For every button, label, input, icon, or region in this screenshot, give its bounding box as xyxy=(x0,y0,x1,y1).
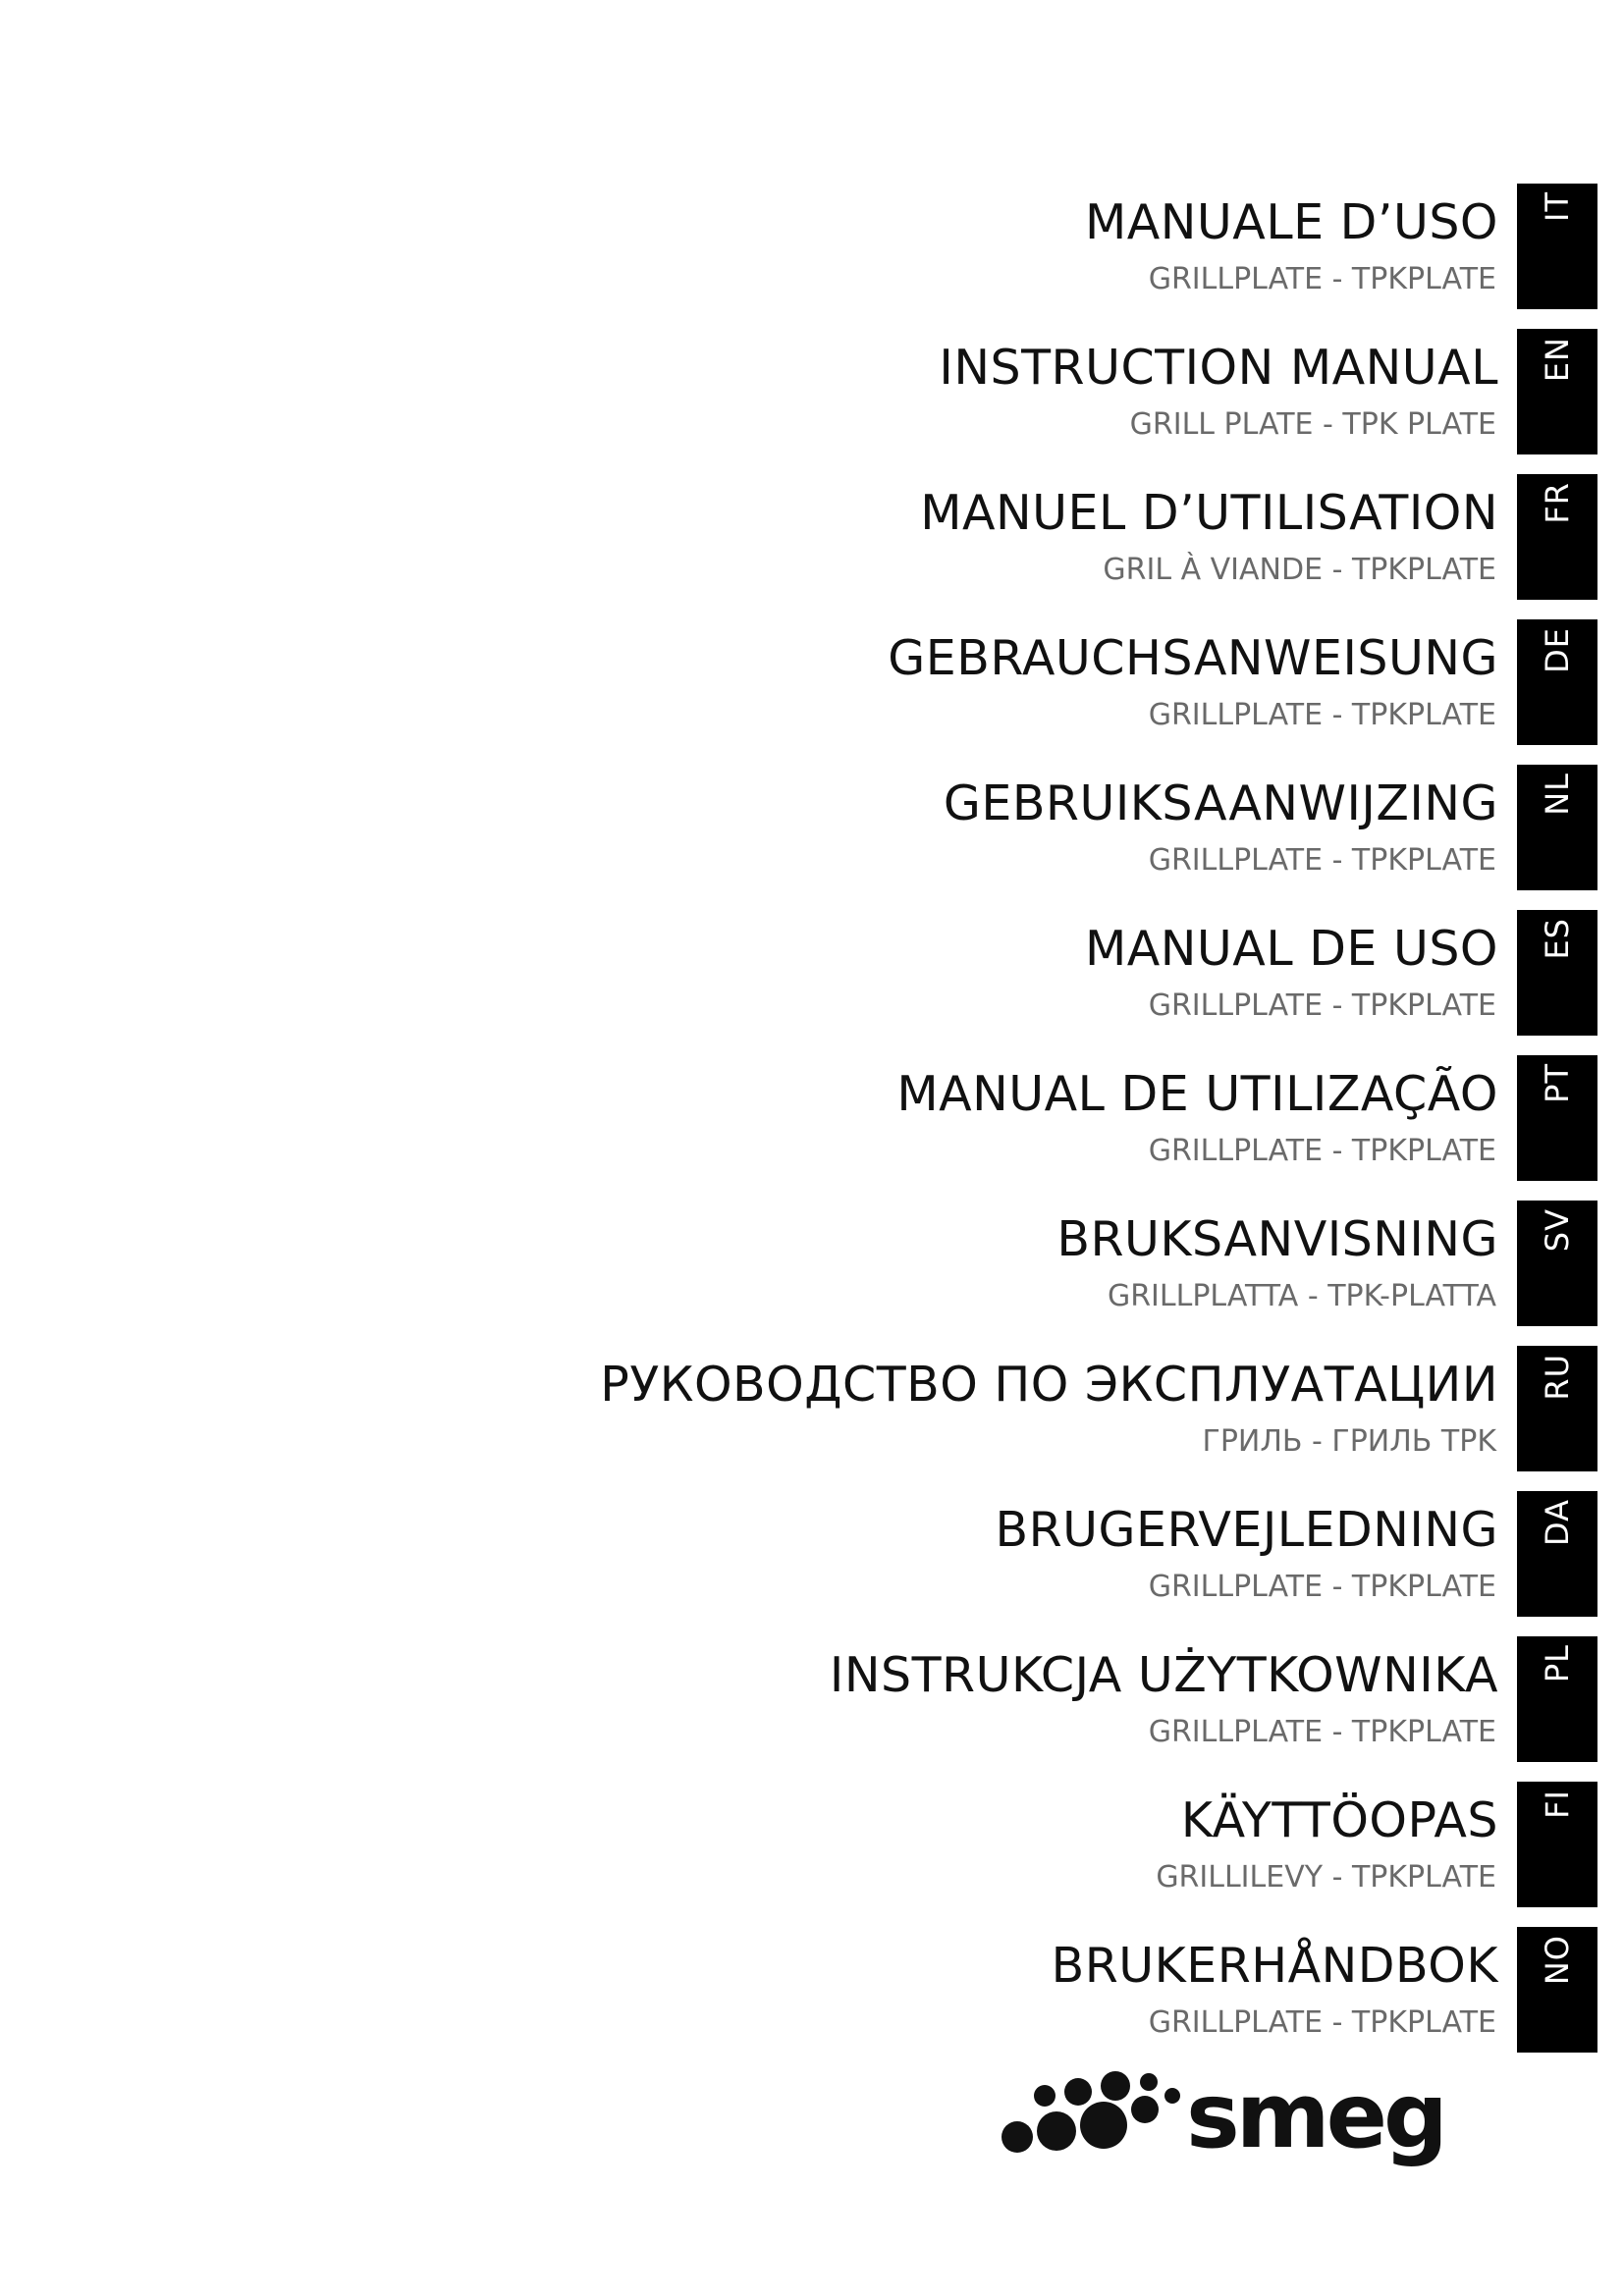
manual-row-da xyxy=(0,1491,1624,1617)
manual-row-nl xyxy=(0,765,1624,890)
language-code: FI xyxy=(1539,1789,1576,1819)
language-tab xyxy=(1517,1636,1597,1762)
manual-subtitle: GRILLPLATE - TPKPLATE xyxy=(1148,843,1496,878)
manual-subtitle: GRILLPLATE - TPKPLATE xyxy=(1148,988,1496,1023)
manual-subtitle: GRILLPLATE - TPKPLATE xyxy=(1148,1570,1496,1604)
manual-subtitle: GRIL À VIANDE - TPKPLATE xyxy=(1103,553,1496,587)
manual-subtitle: GRILLPLATE - TPKPLATE xyxy=(1148,262,1496,296)
manual-subtitle: GRILLPLATE - TPKPLATE xyxy=(1148,2005,1496,2040)
language-code: PT xyxy=(1539,1063,1576,1103)
smeg-logo xyxy=(1000,2066,1510,2174)
language-tab xyxy=(1517,1346,1597,1471)
manual-row-sv xyxy=(0,1201,1624,1326)
language-tab xyxy=(1517,1782,1597,1907)
manual-subtitle: GRILLILEVY - TPKPLATE xyxy=(1156,1860,1496,1895)
language-tab xyxy=(1517,184,1597,309)
language-code: DE xyxy=(1539,627,1576,673)
manual-row-es xyxy=(0,910,1624,1036)
language-code: EN xyxy=(1539,337,1576,383)
manual-title: GEBRUIKSAANWIJZING xyxy=(943,775,1498,831)
language-tab xyxy=(1517,619,1597,745)
brand-name: smeg xyxy=(1186,2066,1444,2168)
manual-row-fr xyxy=(0,474,1624,600)
manual-title: MANUALE D’USO xyxy=(1084,194,1498,250)
manual-subtitle: GRILLPLATE - TPKPLATE xyxy=(1148,1715,1496,1749)
language-tab xyxy=(1517,1491,1597,1617)
manual-row-fi xyxy=(0,1782,1624,1907)
manual-title: KÄYTTÖOPAS xyxy=(1180,1792,1498,1848)
manual-title: BRUKERHÅNDBOK xyxy=(1051,1938,1498,1994)
manual-title: MANUAL DE USO xyxy=(1084,921,1498,977)
manual-row-pl xyxy=(0,1636,1624,1762)
language-code: NL xyxy=(1539,773,1576,816)
language-tab xyxy=(1517,1055,1597,1181)
manual-subtitle: GRILLPLATTA - TPK-PLATTA xyxy=(1107,1279,1496,1313)
language-code: ES xyxy=(1539,918,1576,960)
manual-subtitle: GRILLPLATE - TPKPLATE xyxy=(1148,698,1496,732)
language-tab xyxy=(1517,474,1597,600)
manual-row-en xyxy=(0,329,1624,454)
manual-subtitle: GRILLPLATE - TPKPLATE xyxy=(1148,1134,1496,1168)
manual-subtitle: GRILL PLATE - TPK PLATE xyxy=(1129,407,1496,442)
manual-title: BRUGERVEJLEDNING xyxy=(995,1502,1498,1558)
language-code: SV xyxy=(1539,1208,1576,1253)
language-tab xyxy=(1517,1201,1597,1326)
language-tab xyxy=(1517,329,1597,454)
manual-row-it xyxy=(0,184,1624,309)
manual-title: MANUAL DE UTILIZAÇÃO xyxy=(896,1066,1498,1122)
language-tab xyxy=(1517,765,1597,890)
manual-title: MANUEL D’UTILISATION xyxy=(920,485,1498,541)
manual-row-no xyxy=(0,1927,1624,2053)
language-code: NO xyxy=(1539,1935,1576,1986)
manual-title: GEBRAUCHSANWEISUNG xyxy=(888,630,1498,686)
language-tab xyxy=(1517,1927,1597,2053)
manual-title: INSTRUKCJA UŻYTKOWNIKA xyxy=(829,1647,1498,1703)
language-code: IT xyxy=(1539,191,1576,222)
language-code: RU xyxy=(1539,1354,1576,1401)
language-code: DA xyxy=(1539,1499,1576,1546)
manual-row-de xyxy=(0,619,1624,745)
manual-title: РУКОВОДСТВО ПО ЭКСПЛУАТАЦИИ xyxy=(600,1357,1498,1413)
manual-row-ru xyxy=(0,1346,1624,1471)
manual-row-pt xyxy=(0,1055,1624,1181)
language-code: PL xyxy=(1539,1644,1576,1683)
language-code: FR xyxy=(1539,482,1576,524)
manual-title: BRUKSANVISNING xyxy=(1056,1211,1498,1267)
logo-dots-icon xyxy=(1001,2071,1180,2153)
manual-title: INSTRUCTION MANUAL xyxy=(939,340,1498,396)
smeg-logo-graphic xyxy=(1000,2066,1510,2174)
manual-subtitle: ГРИЛЬ - ГРИЛЬ TPK xyxy=(1202,1424,1496,1459)
language-tab xyxy=(1517,910,1597,1036)
